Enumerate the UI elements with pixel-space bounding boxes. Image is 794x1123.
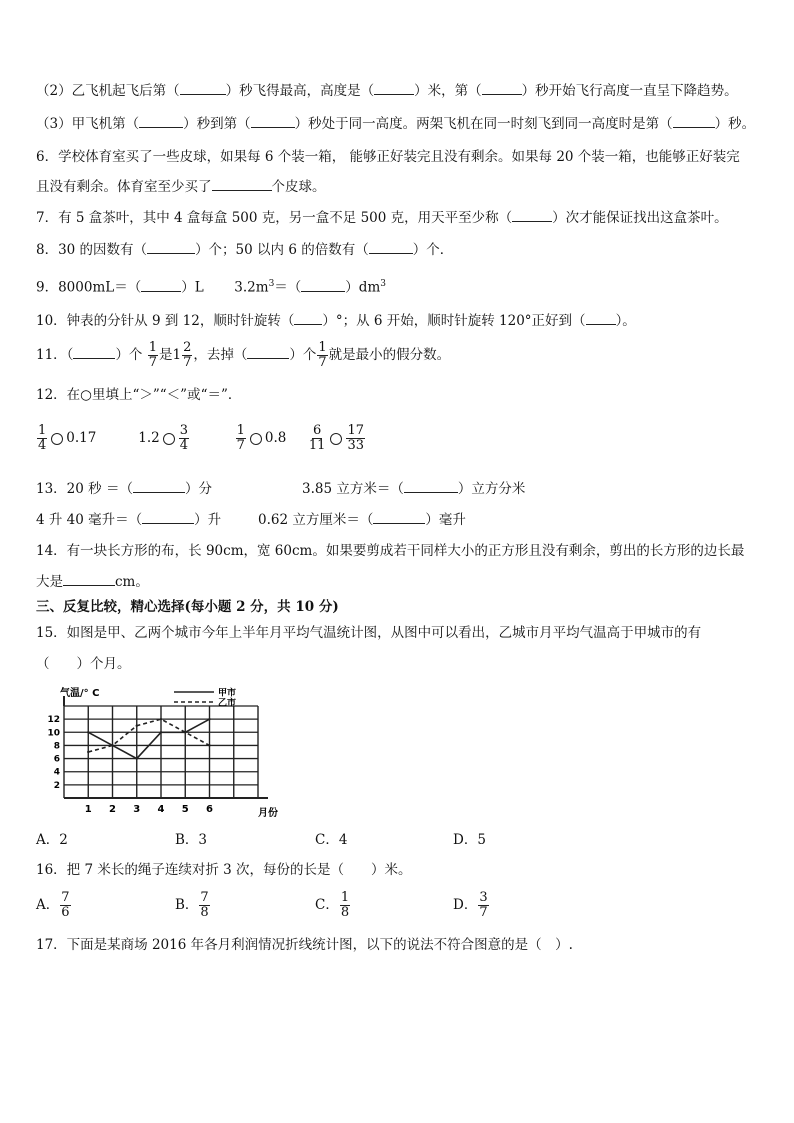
option-d[interactable]: D．5 (453, 832, 486, 848)
question-7: 7．有 5 盒茶叶，其中 4 盒每盒 500 克，另一盒不足 500 克，用天平至少称（ ）次才能保证找出这盒茶叶。 (36, 210, 728, 226)
fraction: $\frac{2}{7}$ (183, 340, 192, 370)
answer-blank[interactable] (63, 573, 115, 586)
compare-item-2: 1.2 $\frac{3}{4}$ (138, 423, 189, 453)
data-point (208, 718, 210, 720)
option-b[interactable]: B．3 (175, 832, 208, 848)
x-tick-label: 3 (133, 804, 141, 815)
answer-blank[interactable] (369, 241, 413, 254)
question-16: 16．把 7 米长的绳子连续对折 3 次，每份的长是（ ）米。 (36, 862, 412, 878)
option-d[interactable]: D． $\frac{3}{7}$ (453, 890, 488, 920)
question-12-title: 12．在○里填上“＞”“＜”或“＝”． (36, 387, 242, 403)
data-point (208, 744, 210, 746)
question-6-line-2: 且没有剩余。体育室至少买了 个皮球。 (36, 179, 326, 195)
option-a[interactable]: A． $\frac{7}{6}$ (36, 890, 70, 920)
data-point (184, 731, 186, 733)
compare-item-4: $\frac{6}{11}$ $\frac{17}{33}$ (308, 423, 364, 453)
compare-item-3: $\frac{1}{7}$ 0.8 (236, 423, 287, 453)
x-tick-label: 4 (157, 804, 165, 815)
data-point (136, 757, 138, 759)
x-tick-label: 2 (109, 804, 116, 815)
legend-label: 甲市 (218, 688, 237, 699)
y-axis-label: 气温/° C (60, 688, 100, 699)
temperature-line-chart (36, 684, 296, 819)
question-14-line-1: 14．有一块长方形的布，长 90cm，宽 60cm。如果要剪成若干同样大小的正方形且没有剩余，剪出的长方形的边长最 (36, 543, 745, 559)
answer-blank[interactable] (586, 312, 616, 325)
x-axis-label: 月份 (258, 808, 278, 819)
question-15-line-2: （ ）个月。 (36, 656, 131, 672)
question-12-items (36, 422, 366, 454)
y-tick-label: 2 (53, 780, 60, 791)
answer-blank[interactable] (141, 279, 181, 292)
question-17: 17．下面是某商场 2016 年各月利润情况折线统计图，以下的说法不符合图意的是（ ）. (36, 937, 573, 953)
question-16-options (36, 888, 490, 922)
compare-circle[interactable] (51, 433, 63, 445)
y-tick-label: 12 (47, 715, 60, 726)
data-point (136, 725, 138, 727)
question-10: 10．钟表的分针从 9 到 12，顺时针旋转（ ）°；从 6 开始，顺时针旋转 120°正好到（ ）。 (36, 313, 636, 329)
answer-blank[interactable] (512, 209, 552, 222)
fraction: $\frac{1}{7}$ (318, 340, 327, 370)
data-point (87, 751, 89, 753)
fraction: $\frac{1}{7}$ (148, 340, 158, 370)
question-14-line-2: 大是 cm。 (36, 574, 149, 590)
answer-blank[interactable] (294, 312, 322, 325)
series-line-1 (88, 719, 209, 758)
question-3: （3）甲飞机第（ ）秒到第（ ）秒处于同一高度。两架飞机在同一时刻飞到同一高度时是第（ ）秒。 (36, 116, 756, 132)
compare-circle[interactable] (330, 433, 342, 445)
answer-blank[interactable] (373, 511, 425, 524)
option-c[interactable]: C． $\frac{1}{8}$ (315, 890, 350, 920)
x-tick-label: 6 (206, 804, 213, 815)
section-3-title: 三、反复比较，精心选择(每小题 2 分，共 10 分) (36, 599, 339, 615)
question-15-line-1: 15．如图是甲、乙两个城市今年上半年月平均气温统计图，从图中可以看出，乙城市月平均气温高于甲城市的有 (36, 625, 702, 641)
question-9: 9．8000mL＝（ ）L $3.2m^3=$（ ）$dm^3$ (36, 279, 386, 296)
y-tick-label: 6 (53, 754, 60, 765)
compare-circle[interactable] (250, 433, 262, 445)
data-point (87, 731, 89, 733)
question-15-options (36, 831, 486, 849)
answer-blank[interactable] (247, 346, 289, 359)
answer-blank[interactable] (180, 82, 226, 95)
x-tick-label: 5 (181, 804, 189, 815)
option-c[interactable]: C．4 (315, 832, 348, 848)
answer-blank[interactable] (673, 115, 715, 128)
data-point (111, 744, 113, 746)
option-a[interactable]: A．2 (36, 832, 68, 848)
y-tick-label: 4 (53, 767, 60, 778)
series-line-2 (88, 719, 209, 752)
legend-label: 乙市 (218, 698, 237, 709)
question-13-row-1: 13．20 秒 ＝（ ）分 3.85 立方米＝（ ）立方分米 (36, 481, 526, 497)
answer-blank[interactable] (139, 115, 183, 128)
question-13-row-2: 4 升 40 毫升＝（ ）升 0.62 立方厘米＝（ ）毫升 (36, 512, 466, 528)
compare-item-1: $\frac{1}{4}$ 0.17 (38, 423, 97, 453)
answer-blank[interactable] (133, 480, 185, 493)
compare-circle[interactable] (163, 433, 175, 445)
question-2: （2）乙飞机起飞后第（ ）秒飞得最高，高度是（ ）米，第（ ）秒开始飞行高度一直呈下降趋势。 (36, 83, 738, 99)
option-b[interactable]: B． $\frac{7}{8}$ (175, 890, 209, 920)
x-tick-label: 1 (84, 804, 92, 815)
answer-blank[interactable] (251, 115, 295, 128)
answer-blank[interactable] (147, 241, 195, 254)
answer-blank[interactable] (73, 346, 115, 359)
y-tick-label: 10 (47, 728, 60, 739)
question-6-line-1: 6．学校体育室买了一些皮球，如果每 6 个装一箱， 能够正好装完且没有剩余。如果每 20 个装一箱，也能够正好装完 (36, 149, 740, 165)
answer-blank[interactable] (374, 82, 414, 95)
answer-blank[interactable] (404, 480, 458, 493)
question-8: 8．30 的因数有（ ）个；50 以内 6 的倍数有（ ）个． (36, 242, 454, 258)
data-point (160, 718, 162, 720)
answer-blank[interactable] (142, 511, 194, 524)
answer-blank[interactable] (212, 178, 272, 191)
y-tick-label: 8 (53, 741, 60, 752)
data-point (160, 731, 162, 733)
answer-blank[interactable] (301, 279, 345, 292)
question-11: 11．（ ）个 $\frac{1}{7}$ 是1 $\frac{2}{7}$ ，去掉（ ）个 $\frac{1}{7}$ 就是最小的假分数。 (36, 340, 451, 370)
answer-blank[interactable] (482, 82, 522, 95)
